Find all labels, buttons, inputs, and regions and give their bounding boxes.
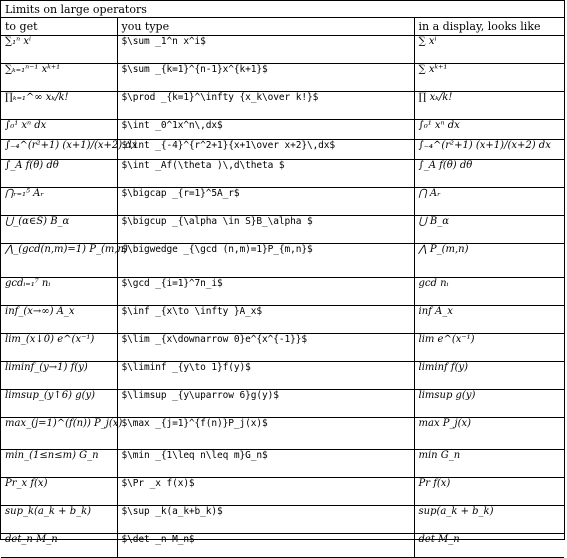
rendered-inline-cell: min_(1≤n≤m) G_n (1, 450, 117, 478)
table-row (1, 92, 564, 120)
tex-code-cell: $\sum _{k=1}^{n-1}x^{k+1}$ (117, 64, 414, 92)
table-row (1, 188, 564, 216)
tex-code-cell: $\bigcup _{\alpha \in S}B_\alpha $ (117, 216, 414, 244)
table-row (1, 36, 564, 64)
display-render-cell: gcd nᵢ (414, 278, 564, 306)
header-to-get: to get (1, 18, 117, 36)
tex-code-cell: $\lim _{x\downarrow 0}e^{x^{-1}}$ (117, 334, 414, 362)
table-row (1, 450, 564, 478)
tex-code-cell: $\sup _k(a_k+b_k)$ (117, 506, 414, 534)
rendered-inline-cell: ∫₋₄^(r²+1) (x+1)/(x+2) dx (1, 140, 117, 160)
display-render-cell: inf A_x (414, 306, 564, 334)
rendered-inline-cell: max_(j=1)^(f(n)) P_j(x) (1, 418, 117, 450)
rendered-inline-cell: ∏ₖ₌₁^∞ xₖ/k! (1, 92, 117, 120)
table-row (1, 306, 564, 334)
table-row (1, 160, 564, 188)
header-row (1, 18, 564, 36)
table-row (1, 140, 564, 160)
tex-code-cell: $\liminf _{y\to 1}f(y)$ (117, 362, 414, 390)
rendered-inline-cell: ⋂ᵣ₌₁⁵ Aᵣ (1, 188, 117, 216)
display-render-cell: ∑ xⁱ (414, 36, 564, 64)
tex-code-cell: $\limsup _{y\uparrow 6}g(y)$ (117, 390, 414, 418)
table-row (1, 418, 564, 450)
tex-code-cell: $\inf _{x\to \infty }A_x$ (117, 306, 414, 334)
tex-code-cell: $\Pr _x f(x)$ (117, 478, 414, 506)
table-row (1, 244, 564, 278)
tex-code-cell: $\max _{j=1}^{f(n)}P_j(x)$ (117, 418, 414, 450)
rendered-inline-cell: lim_(x↓0) e^(x⁻¹) (1, 334, 117, 362)
table-body (1, 36, 564, 558)
rendered-inline-cell: ∫₀¹ xⁿ dx (1, 120, 117, 140)
table-row (1, 334, 564, 362)
display-render-cell: lim e^(x⁻¹) (414, 334, 564, 362)
display-render-cell: ⋃ B_α (414, 216, 564, 244)
rendered-inline-cell: ∫_A f(θ) dθ (1, 160, 117, 188)
rendered-inline-cell: inf_(x→∞) A_x (1, 306, 117, 334)
rendered-inline-cell: ⋃_(α∈S) B_α (1, 216, 117, 244)
display-render-cell: ⋂ Aᵣ (414, 188, 564, 216)
display-render-cell: ∫₋₄^(r²+1) (x+1)/(x+2) dx (414, 140, 564, 160)
tex-code-cell: $\int _0^1x^n\,dx$ (117, 120, 414, 140)
rendered-inline-cell: Pr_x f(x) (1, 478, 117, 506)
rendered-inline-cell: liminf_(y→1) f(y) (1, 362, 117, 390)
table-row (1, 506, 564, 534)
tex-code-cell: $\int _Af(\theta )\,d\theta $ (117, 160, 414, 188)
rendered-inline-cell: ∑ₖ₌₁ⁿ⁻¹ xᵏ⁺¹ (1, 64, 117, 92)
tex-code-cell: $\min _{1\leq n\leq m}G_n$ (117, 450, 414, 478)
display-render-cell: ⋀ P_(m,n) (414, 244, 564, 278)
table-row (1, 478, 564, 506)
display-render-cell: max P_j(x) (414, 418, 564, 450)
rendered-inline-cell: det_n M_n (1, 534, 117, 558)
tex-code-cell: $\sum _1^n x^i$ (117, 36, 414, 64)
tex-code-cell: $\bigcap _{r=1}^5A_r$ (117, 188, 414, 216)
display-render-cell: ∫₀¹ xⁿ dx (414, 120, 564, 140)
table-row (1, 120, 564, 140)
display-render-cell: ∑ xᵏ⁺¹ (414, 64, 564, 92)
table-row (1, 278, 564, 306)
table-row (1, 362, 564, 390)
display-render-cell: ∏ xₖ/k! (414, 92, 564, 120)
tex-code-cell: $\prod _{k=1}^\infty {x_k\over k!}$ (117, 92, 414, 120)
tex-code-cell: $\int _{-4}^{r^2+1}{x+1\over x+2}\,dx$ (117, 140, 414, 160)
rendered-inline-cell: ∑₁ⁿ xⁱ (1, 36, 117, 64)
header-you-type: you type (117, 18, 414, 36)
rendered-inline-cell: gcdᵢ₌₁⁷ nᵢ (1, 278, 117, 306)
display-render-cell: Pr f(x) (414, 478, 564, 506)
tex-code-cell: $\gcd _{i=1}^7n_i$ (117, 278, 414, 306)
tex-code-cell: $\bigwedge _{\gcd (n,m)=1}P_{m,n}$ (117, 244, 414, 278)
table-row (1, 216, 564, 244)
table-row (1, 64, 564, 92)
header-display: in a display, looks like (414, 18, 564, 36)
table-row (1, 534, 564, 558)
display-render-cell: min G_n (414, 450, 564, 478)
display-render-cell: det M_n (414, 534, 564, 558)
operators-table (1, 18, 564, 558)
table-title: Limits on large operators (1, 1, 564, 18)
display-render-cell: liminf f(y) (414, 362, 564, 390)
rendered-inline-cell: limsup_(y↑6) g(y) (1, 390, 117, 418)
tex-code-cell: $\det _n M_n$ (117, 534, 414, 558)
rendered-inline-cell: sup_k(a_k + b_k) (1, 506, 117, 534)
display-render-cell: limsup g(y) (414, 390, 564, 418)
rendered-inline-cell: ⋀_(gcd(n,m)=1) P_(m,n) (1, 244, 117, 278)
display-render-cell: ∫_A f(θ) dθ (414, 160, 564, 188)
table-row (1, 390, 564, 418)
display-render-cell: sup(a_k + b_k) (414, 506, 564, 534)
